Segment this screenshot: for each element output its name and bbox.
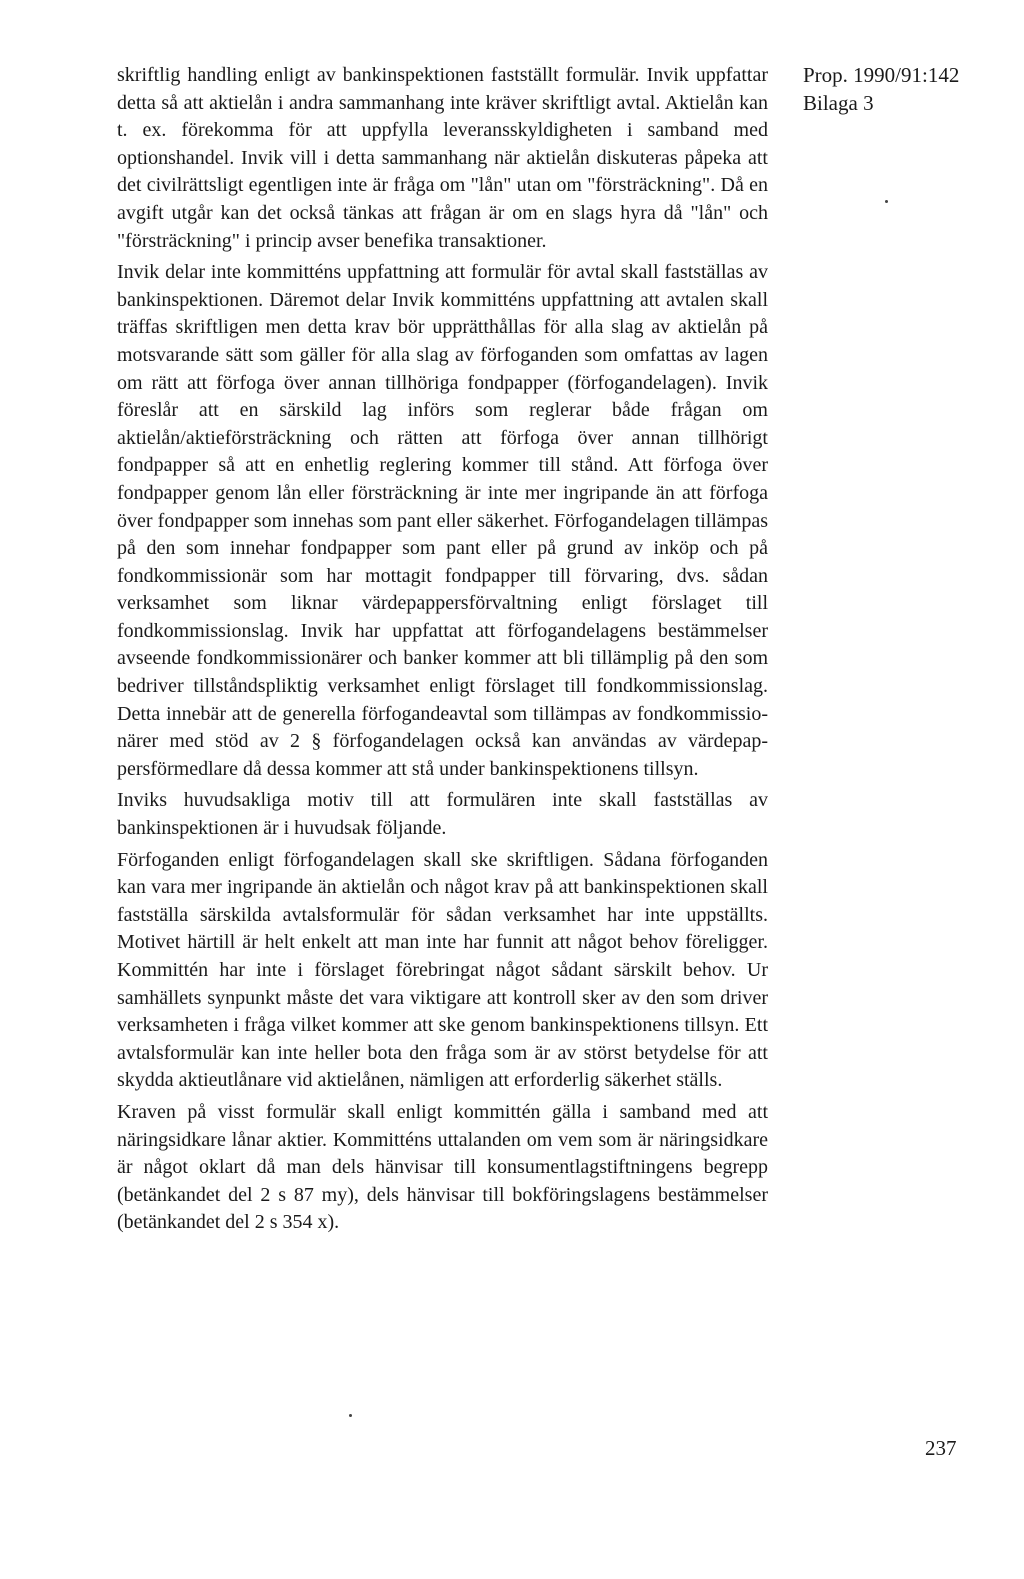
paragraph-5: Kraven på visst formulär skall enligt kommittén gälla i samband med att näringsidkare lånar aktier. Kommitténs uttalanden om vem som är näringsidkare är något oklart då man dels hänvisar till konsumentlagstiftningens begrepp (betänkandet del 2 s 87 my), dels hänvisar till bokföringslagens bestämmelser (betänkandet del 2 s 354 x).	[117, 1100, 768, 1234]
proposition-number: Prop. 1990/91:142	[803, 63, 960, 87]
paragraph-1: skriftlig handling enligt av bankinspektionen fastställt formulär. Invik uppfattar detta så att aktielån i andra sammanhang inte kräver skriftligt avtal. Aktielån kan t. ex. förekomma för att uppfylla leveransskyldigheten i samband med optionshandel. Invik vill i detta sammanhang när aktielån diskuteras påpeka att det civilrättsligt egentligen inte är fråga om "lån" utan om "försträckning". Då en avgift utgår kan det också tänkas att frågan är om en slags hyra då "lån" och "försträckning" i princip avser benefika transaktioner.	[117, 64, 768, 252]
paragraph-4: Förfoganden enligt förfogandelagen skall ske skriftligen. Sådana förfoganden kan vara mer ingripande än aktielån och något krav på att bankinspektionen skall fastställa särskilda avtalsformulär för sådan verksamhet har inte uppställts. Motivet härtill är helt enkelt att man inte har funnit att något behov föreligger. Kommittén har inte i förslaget förebringat något sådant särskilt behov. Ur samhällets synpunkt måste det vara viktigare att kontroll sker av den som driver verksamheten i fråga vilket kommer att ske genom bankinspektionens tillsyn. Ett avtalsformulär kan inte heller bota den fråga som är av störst betydelse för att skydda aktieutlånare vid aktielånen, nämligen att erforderlig säkerhet ställs.	[117, 848, 768, 1092]
paragraph-2: Invik delar inte kommitténs uppfattning att formulär för avtal skall fastställas av bankinspektionen. Däremot delar Invik kommitténs uppfattning att avtalen skall träffas skriftligen men detta krav bör upprätthållas för alla slag av aktielån på motsvarande sätt som gäller för alla slag av förfoganden som omfattas av lagen om rätt att förfoga över annan tillhöriga fondpapper (förfogandelagen). Invik föreslår att en särskild lag införs som reglerar både frågan om aktielån/aktieförsträckning och rätten att förfoga över annan tillhörigt fondpapper så att en enhetlig reglering kommer till stånd. Att förfoga över fondpapper genom lån eller försträckning är inte mer ingripande än att förfoga över fondpapper som innehas som pant eller säkerhet. Förfogandelagen tillämpas på den som innehar fondpapper som pant eller på grund av inköp och på fondkommissionär som har mottagit fondpapper till förvaring, dvs. sådan verksamhet som liknar värdepappersförvaltning enligt förslaget till fondkommissionslag. Invik har uppfattat att förfogandelagens bestämmelser avseende fondkommissionärer och banker kommer att bli tillämplig på den som bedriver tillståndspliktig verksamhet enligt förslaget till fondkommissionslag. Detta innebär att de generella förfogandeavtal som tillämpas av fondkommissionärer med stöd av 2 § förfogandelagen också kan användas av värdepappersförmedlare då dessa kommer att stå under bankinspektionens tillsyn.	[117, 261, 768, 780]
scan-speck	[349, 1414, 352, 1417]
scan-speck	[885, 200, 888, 203]
paragraph-3: Inviks huvudsakliga motiv till att formulären inte skall fastställas av bankinspektionen är i huvudsak följande.	[117, 789, 768, 840]
body-text	[117, 62, 768, 1241]
appendix-label: Bilaga 3	[803, 90, 874, 115]
margin-reference	[803, 62, 1003, 117]
page-number: 237	[925, 1436, 957, 1460]
